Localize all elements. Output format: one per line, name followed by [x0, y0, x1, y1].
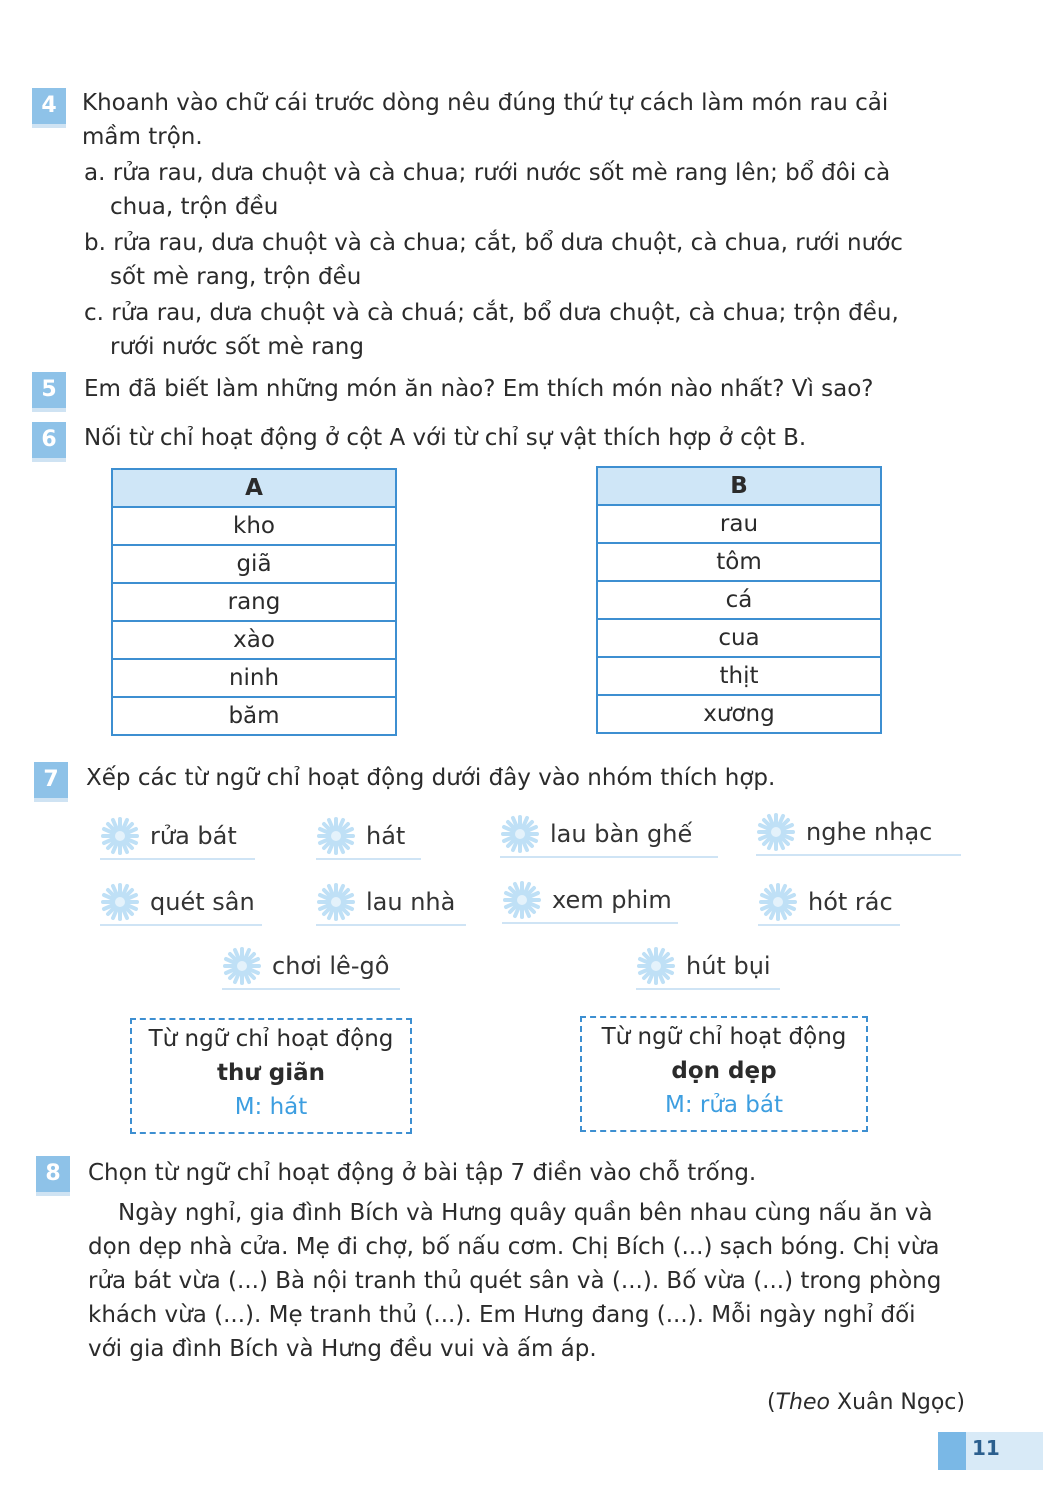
word-chip-label: hút bụi — [686, 952, 771, 980]
word-chip-label: chơi lê-gô — [272, 952, 390, 980]
option-a[interactable]: a. rửa rau, dưa chuột và cà chua; rưới nước sốt mè rang lên; bổ đôi cà — [84, 160, 891, 186]
word-chip[interactable] — [502, 878, 678, 924]
page-number-tab — [938, 1432, 1043, 1470]
group-cleanup-example: M: rửa bát — [664, 1092, 784, 1118]
paragraph-line: Ngày nghỉ, gia đình Bích và Hưng quây quần bên nhau cùng nấu ăn và — [118, 1200, 933, 1226]
column-a-item[interactable]: rang — [112, 583, 396, 621]
column-a-table — [111, 468, 397, 736]
column-b-item[interactable]: thịt — [597, 657, 881, 695]
fill-in-paragraph — [88, 1196, 968, 1366]
column-b-item[interactable]: cá — [597, 581, 881, 619]
column-b-item[interactable]: cua — [597, 619, 881, 657]
word-chip[interactable] — [316, 880, 466, 926]
flower-icon — [756, 812, 796, 852]
column-a-item[interactable]: giã — [112, 545, 396, 583]
group-relax-label: thư giãn — [217, 1060, 325, 1086]
column-a-header: A — [112, 469, 396, 507]
word-chip-label: lau bàn ghế — [550, 820, 693, 848]
source-credit-author: Xuân Ngọc — [830, 1390, 957, 1415]
flower-icon — [636, 946, 676, 986]
flower-icon — [316, 816, 356, 856]
group-cleanup-title: Từ ngữ chỉ hoạt động — [601, 1024, 847, 1050]
word-chip[interactable] — [500, 812, 718, 858]
exercise-5-question: Em đã biết làm những món ăn nào? Em thích món nào nhất? Vì sao? — [84, 376, 874, 402]
column-a-item[interactable]: ninh — [112, 659, 396, 697]
column-b-item[interactable]: xương — [597, 695, 881, 733]
paragraph-line: khách vừa (...). Mẹ tranh thủ (...). Em Hưng đang (...). Mỗi ngày nghỉ đối — [88, 1302, 916, 1328]
exercise-number-badge: 5 — [32, 372, 66, 408]
source-credit-italic: Theo — [775, 1390, 830, 1415]
exercise-number-badge: 4 — [32, 88, 66, 124]
option-b[interactable]: b. rửa rau, dưa chuột và cà chua; cắt, bổ dưa chuột, cà chua, rưới nước — [84, 230, 903, 256]
group-cleanup-box[interactable] — [580, 1016, 868, 1132]
word-chip-label: quét sân — [150, 888, 255, 916]
exercise-4-question-cont: mầm trộn. — [82, 124, 203, 150]
paragraph-line: dọn dẹp nhà cửa. Mẹ đi chợ, bố nấu cơm. Chị Bích (...) sạch bóng. Chị vừa — [88, 1234, 940, 1260]
word-chip-label: nghe nhạc — [806, 818, 933, 846]
word-chip[interactable] — [636, 944, 780, 990]
flower-icon — [100, 882, 140, 922]
paragraph-line: với gia đình Bích và Hưng đều vui và ấm áp. — [88, 1336, 597, 1362]
paragraph-line: rửa bát vừa (...) Bà nội tranh thủ quét sân và (...). Bố vừa (...) trong phòng — [88, 1268, 942, 1294]
word-chip-label: hát — [366, 822, 406, 850]
word-chip-label: rửa bát — [150, 822, 237, 850]
group-cleanup-label: dọn dẹp — [671, 1058, 777, 1084]
option-c[interactable]: c. rửa rau, dưa chuột và cà chuá; cắt, bổ dưa chuột, cà chua; trộn đều, — [84, 300, 899, 326]
word-chip[interactable] — [100, 880, 262, 926]
group-relax-example: M: hát — [234, 1094, 308, 1120]
flower-icon — [758, 882, 798, 922]
flower-icon — [100, 816, 140, 856]
flower-icon — [316, 882, 356, 922]
column-a-item[interactable]: băm — [112, 697, 396, 735]
column-b-header: B — [597, 467, 881, 505]
source-credit: (Theo Xuân Ngọc) — [767, 1390, 965, 1415]
word-chip-label: lau nhà — [366, 888, 456, 916]
exercise-4-question: Khoanh vào chữ cái trước dòng nêu đúng thứ tự cách làm món rau cải — [82, 90, 889, 116]
group-relax-title: Từ ngữ chỉ hoạt động — [148, 1026, 394, 1052]
exercise-number-badge: 6 — [32, 422, 66, 458]
exercise-number-badge: 8 — [36, 1156, 70, 1192]
column-b-item[interactable]: rau — [597, 505, 881, 543]
word-chip[interactable] — [100, 814, 255, 860]
exercise-6-question: Nối từ chỉ hoạt động ở cột A với từ chỉ sự vật thích hợp ở cột B. — [84, 425, 807, 451]
option-a-cont: chua, trộn đều — [110, 194, 279, 220]
word-chip-label: xem phim — [552, 886, 672, 914]
flower-icon — [222, 946, 262, 986]
flower-icon — [500, 814, 540, 854]
exercise-number-badge: 7 — [34, 762, 68, 798]
option-b-cont: sốt mè rang, trộn đều — [110, 264, 362, 290]
word-chip[interactable] — [756, 810, 961, 856]
column-a-item[interactable]: xào — [112, 621, 396, 659]
exercise-8-question: Chọn từ ngữ chỉ hoạt động ở bài tập 7 điền vào chỗ trống. — [88, 1160, 757, 1186]
word-chip-label: hót rác — [808, 888, 893, 916]
exercise-7-question: Xếp các từ ngữ chỉ hoạt động dưới đây vào nhóm thích hợp. — [86, 765, 776, 791]
column-a-item[interactable]: kho — [112, 507, 396, 545]
word-chip[interactable] — [316, 814, 421, 860]
page-number: 11 — [972, 1436, 1000, 1460]
group-relax-box[interactable] — [130, 1018, 412, 1134]
option-c-cont: rưới nước sốt mè rang — [110, 334, 364, 360]
word-chip[interactable] — [222, 944, 400, 990]
column-b-table — [596, 466, 882, 734]
word-chip[interactable] — [758, 880, 900, 926]
flower-icon — [502, 880, 542, 920]
column-b-item[interactable]: tôm — [597, 543, 881, 581]
